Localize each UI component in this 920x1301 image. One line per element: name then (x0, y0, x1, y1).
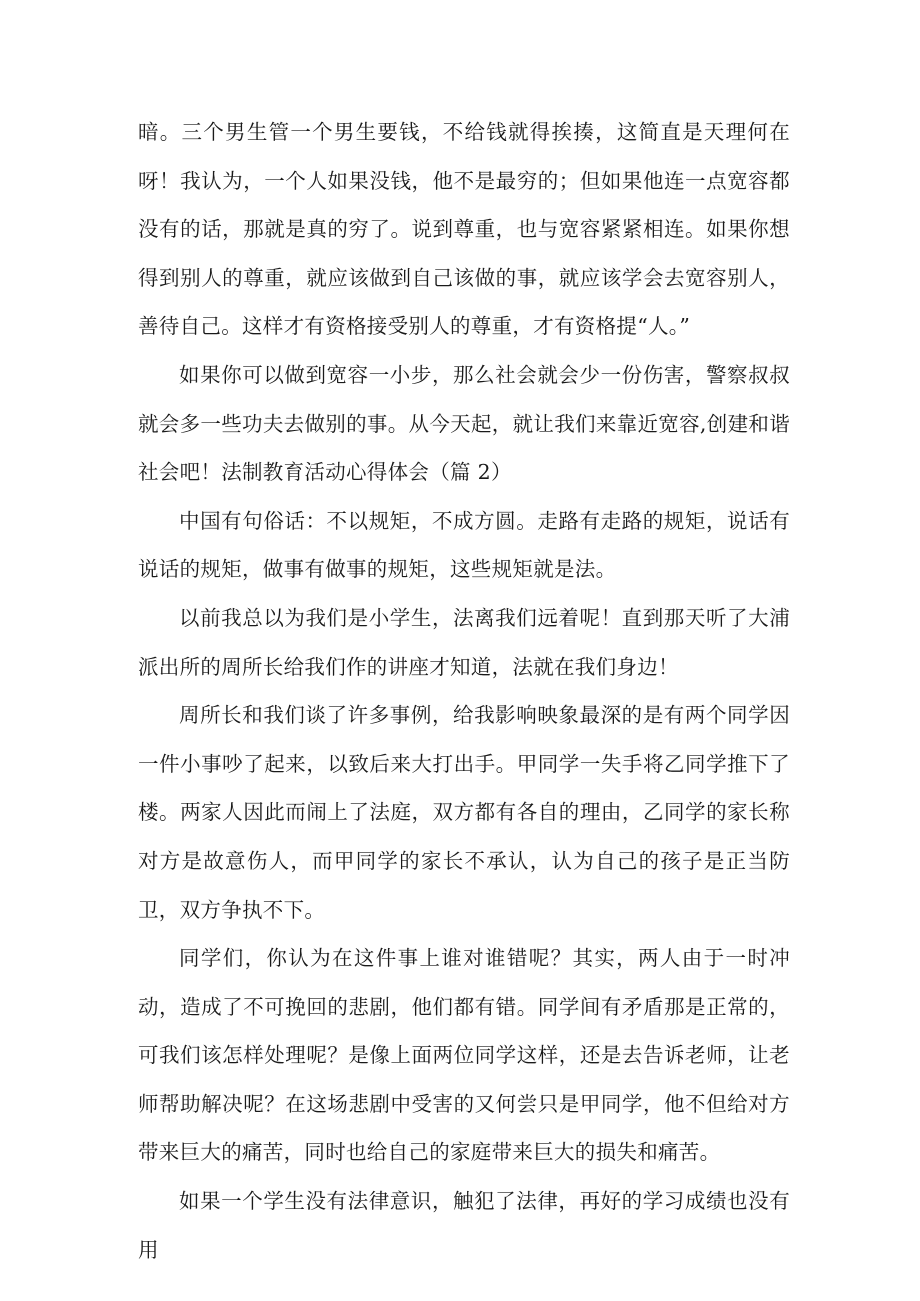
paragraph-example-case: 周所长和我们谈了许多事例，给我影响映象最深的是有两个同学因一件小事吵了起来，以致后来大打出手。甲同学一失手将乙同学推下了楼。两家人因此而闹上了法庭，双方都有各自的理由，乙同学的家长称对方是故意伤人，而甲同学的家长不承认，认为自己的孩子是正当防卫，双方争执不下。 (138, 703, 790, 922)
document-page (138, 108, 790, 1274)
paragraph-tolerance-conclusion: 如果你可以做到宽容一小步，那么社会就会少一份伤害，警察叔叔就会多一些功夫去做别的事。从今天起，就让我们来靠近宽容,创建和谐社会吧！法制教育活动心得体会（篇 2） (138, 362, 790, 485)
paragraph-lecture: 以前我总以为我们是小学生，法离我们远着呢！直到那天听了大浦派出所的周所长给我们作的讲座才知道，法就在我们身边！ (138, 605, 790, 679)
paragraph-reflection: 同学们，你认为在这件事上谁对谁错呢？其实，两人由于一时冲动，造成了不可挽回的悲剧，他们都有错。同学间有矛盾那是正常的，可我们该怎样处理呢？是像上面两位同学这样，还是去告诉老师，让老师帮助解决呢？在这场悲剧中受害的又何尝只是甲同学，他不但给对方带来巨大的痛苦，同时也给自己的家庭带来巨大的损失和痛苦。 (138, 946, 790, 1165)
paragraph-legal-awareness: 如果一个学生没有法律意识，触犯了法律，再好的学习成绩也没有用 (138, 1189, 790, 1262)
paragraph-continuation: 暗。三个男生管一个男生要钱，不给钱就得挨揍，这简直是天理何在呀！我认为，一个人如果没钱，他不是最穷的；但如果他连一点宽容都没有的话，那就是真的穷了。说到尊重，也与宽容紧紧相连。如果你想得到别人的尊重，就应该做到自己该做的事，就应该学会去宽容别人，善待自己。这样才有资格接受别人的尊重，才有资格提“人。” (138, 120, 790, 339)
paragraph-proverb: 中国有句俗话：不以规矩，不成方圆。走路有走路的规矩，说话有说话的规矩，做事有做事的规矩，这些规矩就是法。 (138, 508, 790, 582)
